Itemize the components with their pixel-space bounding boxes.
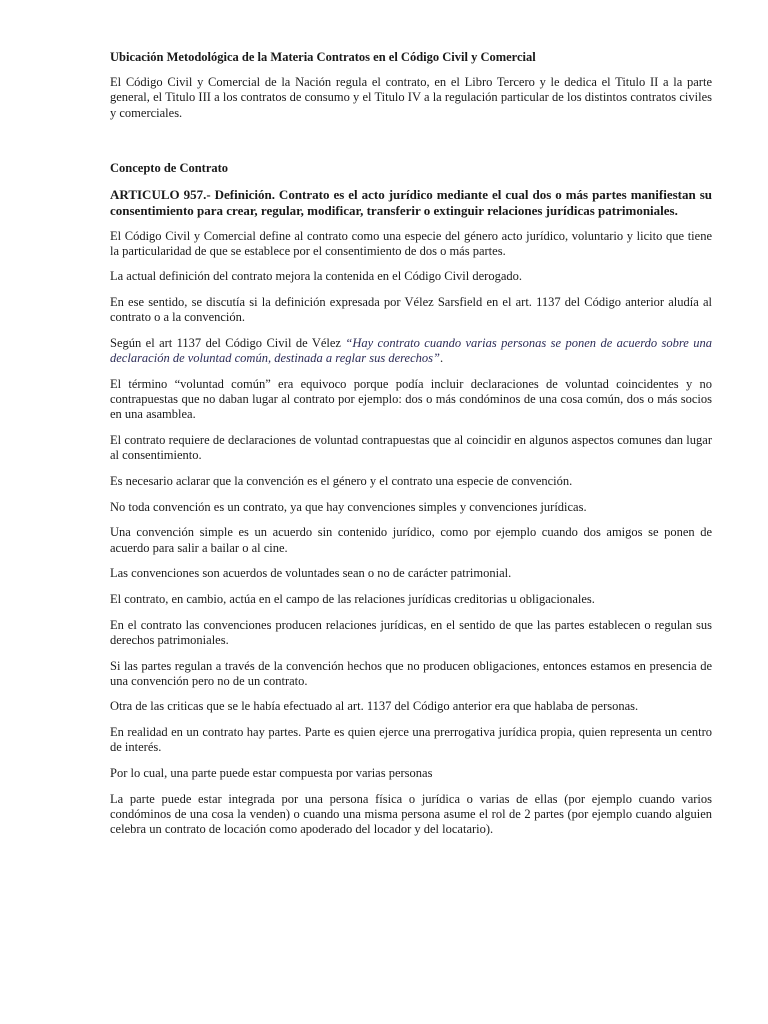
paragraph-4-end: .: [439, 351, 444, 366]
paragraph-2: La actual definición del contrato mejora la contenida en el Código Civil derogado.: [110, 269, 523, 284]
paragraph-12: En el contrato las convenciones producen relaciones jurídicas, en el sentido de que las partes establecen o regulan sus derechos patrimoniales.: [110, 617, 712, 647]
paragraph-9: Una convención simple es un acuerdo sin contenido jurídico, como por ejemplo cuando dos amigos se ponen de acuerdo para salir a bailar o al cine.: [110, 525, 712, 555]
section-heading-ubicacion: Ubicación Metodológica de la Materia Contratos en el Código Civil y Comercial: [110, 50, 536, 64]
paragraph-6: El contrato requiere de declaraciones de voluntad contrapuestas que al coincidir en algunos aspectos comunes dan lugar al consentimiento.: [110, 433, 712, 463]
paragraph-13: Si las partes regulan a través de la convención hechos que no producen obligaciones, entonces estamos en presencia de una convención pero no de un contrato.: [110, 658, 712, 688]
paragraph-3: En ese sentido, se discutía si la definición expresada por Vélez Sarsfield en el art. 1137 del Código anterior aludía al contrato o a la convención.: [110, 295, 712, 325]
velez-quote: “Hay contrato cuando varias personas se ponen de acuerdo sobre una declaración de voluntad común, destinada a reglar sus derechos”: [110, 336, 712, 366]
section-spacer: [110, 131, 712, 161]
paragraph-5: El término “voluntad común” era equivoco porque podía incluir declaraciones de voluntad coincidentes y no contrapuestas que no daban lugar al contrato por ejemplo: dos o más condóminos de una cosa común, dos o más socios en una asamblea.: [110, 376, 712, 422]
paragraph-17: La parte puede estar integrada por una persona física o jurídica o varias de ellas (por ejemplo cuando varios condóminos de una cosa la venden) o cuando una misma persona asume el rol de 2 partes (por ejemplo cuando alguien celebra un contrato de locación como apoderado del locador y del locatario).: [110, 791, 712, 837]
paragraph-8: No toda convención es un contrato, ya que hay convenciones simples y convenciones jurídicas.: [110, 499, 587, 514]
article-957-definition: ARTICULO 957.- Definición. Contrato es el acto jurídico mediante el cual dos o más partes manifiestan su consentimiento para crear, regular, modificar, transferir o extinguir relaciones jurídicas patrimoniales.: [110, 186, 712, 218]
paragraph-1: El Código Civil y Comercial define al contrato como una especie del género acto jurídico, voluntario y licito que tiene la particularidad de que se establece por el consentimiento de dos o más partes.: [110, 228, 712, 258]
paragraph-intro: El Código Civil y Comercial de la Nación regula el contrato, en el Libro Tercero y le dedica el Titulo II a la parte general, el Titulo III a los contratos de consumo y el Titulo IV a la regulación particular de los distintos contratos civiles y comerciales.: [110, 75, 712, 120]
section-heading-concepto: Concepto de Contrato: [110, 161, 229, 176]
paragraph-10: Las convenciones son acuerdos de voluntades sean o no de carácter patrimonial.: [110, 566, 512, 581]
paragraph-4-lead: Según el art 1137 del Código Civil de Vélez: [110, 336, 346, 351]
paragraph-14: Otra de las criticas que se le había efectuado al art. 1137 del Código anterior era que hablaba de personas.: [110, 699, 639, 714]
paragraph-4: [110, 336, 712, 366]
paragraph-15: En realidad en un contrato hay partes. Parte es quien ejerce una prerrogativa jurídica propia, quien representa un centro de interés.: [110, 725, 712, 755]
paragraph-16: Por lo cual, una parte puede estar compuesta por varias personas: [110, 766, 433, 781]
paragraph-11: El contrato, en cambio, actúa en el campo de las relaciones jurídicas creditorias u obligacionales.: [110, 591, 595, 606]
paragraph-7: Es necesario aclarar que la convención es el género y el contrato una especie de convención.: [110, 473, 573, 488]
document-page: [110, 50, 712, 848]
